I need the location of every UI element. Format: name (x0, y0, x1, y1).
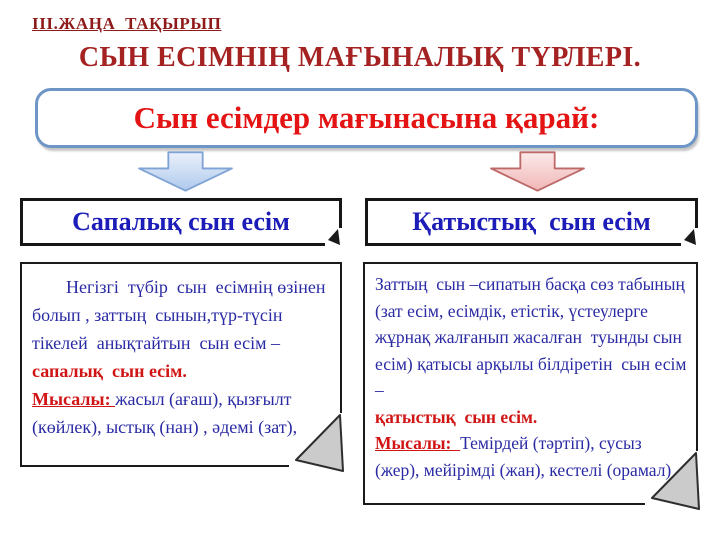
banner-box (35, 88, 698, 148)
header-box-qualitative (20, 198, 342, 246)
topic-label: ІІІ.ЖАҢА ТАҚЫРЫП (32, 14, 222, 33)
folded-corner-icon (325, 228, 343, 248)
definition-text: Заттың сын –сипатын басқа сөз табының (зат есім, есімдік, етістік, үстеулерге жұрнақ жалғанып жасалған туынды сын есім) қатысы арқылы білдіретін сын есім – (375, 274, 691, 400)
folded-corner-icon (681, 228, 699, 248)
content-box-qualitative (20, 262, 342, 467)
down-arrow-blue-icon (135, 151, 236, 192)
content-box-relative (363, 262, 698, 505)
definition-text: Негізгі түбір сын есімнің өзінен болып , заттың сынын,түр-түсін тікелей анықтайтын сын есім – (32, 277, 331, 353)
header-label-relative: Қатыстық сын есім (412, 207, 651, 236)
down-arrow-red-icon (487, 151, 588, 192)
page-title: СЫН ЕСІМНІҢ МАҒЫНАЛЫҚ ТҮРЛЕРІ. (78, 42, 642, 73)
banner-text: Сын есімдер мағынасына қарай: (133, 100, 600, 135)
term-text: сапалық сын есім. (32, 361, 187, 381)
header-box-relative (365, 198, 698, 246)
example-text: Мысалы: Темірдей (тәртіп), сусыз (жер), мейірімді (жан), кестелі (орамал) (375, 433, 672, 480)
header-label-qualitative: Сапалық сын есім (72, 207, 290, 236)
example-text: Мысалы: жасыл (ағаш), қызғылт (көйлек), ыстық (нан) , әдемі (зат), (32, 389, 298, 437)
folded-corner-icon (289, 413, 349, 475)
term-text: қатыстық сын есім. (375, 406, 538, 427)
folded-corner-icon (645, 451, 705, 513)
